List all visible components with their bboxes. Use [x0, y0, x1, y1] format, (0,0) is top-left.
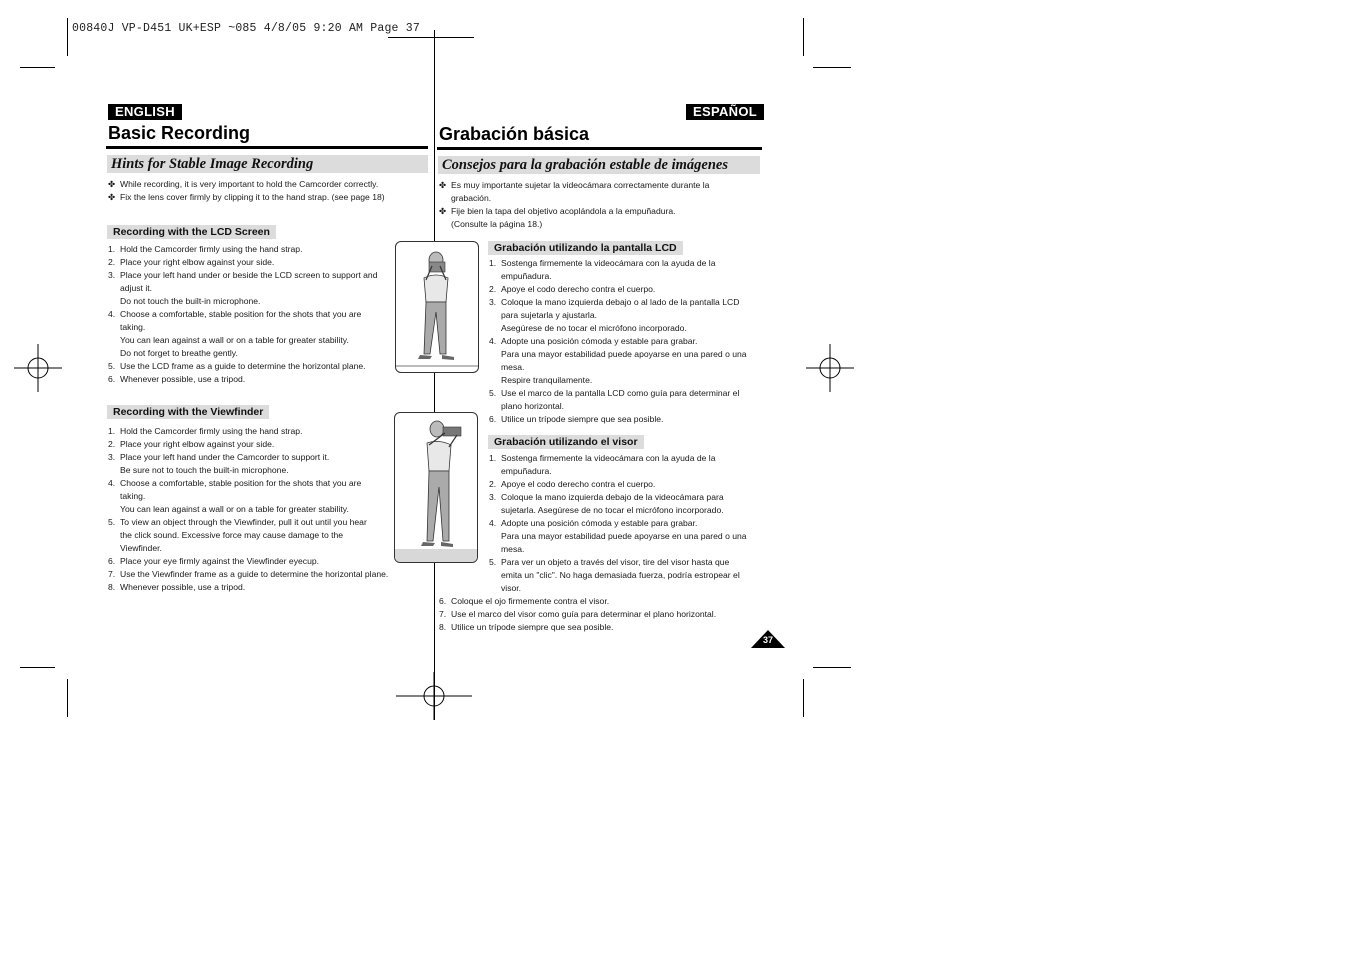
steps-list-viewfinder-english: [108, 425, 408, 594]
list-item: [108, 360, 398, 373]
list-item-text: Para una mayor estabilidad puede apoyarse en una pared o una: [501, 349, 747, 359]
step-number: 8.: [439, 622, 447, 632]
crop-mark: [67, 679, 68, 717]
registration-mark-icon: [14, 344, 62, 392]
list-item: [489, 257, 761, 283]
list-item-text: plano horizontal.: [501, 401, 565, 411]
steps-list-viewfinder-spanish-continued: [439, 595, 759, 634]
step-number: 2.: [108, 439, 116, 449]
bullet-item: [439, 205, 759, 231]
bullet-icon: ✤: [108, 192, 116, 202]
crop-mark: [388, 37, 474, 38]
list-item-text: Apoye el codo derecho contra el cuerpo.: [501, 284, 656, 294]
list-item-text: Whenever possible, use a tripod.: [120, 374, 246, 384]
list-item-text: Apoye el codo derecho contra el cuerpo.: [501, 479, 656, 489]
step-number: 6.: [439, 596, 447, 606]
crop-mark: [813, 667, 851, 668]
list-item: [439, 621, 759, 634]
list-item-text: Choose a comfortable, stable position for the shots that you are: [120, 309, 362, 319]
list-item: [489, 517, 761, 556]
list-item: [108, 308, 398, 360]
list-item-text: Place your eye firmly against the Viewfinder eyecup.: [120, 556, 320, 566]
bullet-icon: ✤: [108, 179, 116, 189]
subheading-viewfinder-english: Recording with the Viewfinder: [107, 405, 269, 419]
step-number: 7.: [108, 569, 116, 579]
step-number: 5.: [489, 557, 497, 567]
subheading-viewfinder-spanish: Grabación utilizando el visor: [488, 435, 644, 449]
bullet-item: [108, 191, 428, 204]
list-item-text: para sujetarla y ajustarla.: [501, 310, 598, 320]
crop-mark: [813, 67, 851, 68]
list-item: [489, 296, 761, 335]
language-tag-english: ENGLISH: [108, 104, 182, 120]
list-item-text: visor.: [501, 583, 522, 593]
page-title-english: Basic Recording: [108, 123, 251, 143]
step-number: 5.: [108, 517, 116, 527]
list-item-text: mesa.: [501, 544, 525, 554]
page-number-badge: [751, 630, 785, 648]
page-title-spanish: Grabación básica: [439, 124, 590, 144]
list-item-text: sujetarla. Asegúrese de no tocar el micrófono incorporado.: [501, 505, 724, 515]
step-number: 2.: [489, 479, 497, 489]
steps-list-lcd-english: [108, 243, 398, 386]
list-item-text: Sostenga firmemente la videocámara con la ayuda de la: [501, 453, 716, 463]
list-item: [108, 269, 398, 308]
list-item-text: emita un "clic". No haga demasiada fuerza, podría estropear el: [501, 570, 740, 580]
step-number: 2.: [108, 257, 116, 267]
list-item: [108, 568, 408, 581]
list-item-text: Use the Viewfinder frame as a guide to determine the horizontal plane.: [120, 569, 389, 579]
list-item: [108, 451, 408, 477]
list-item: [489, 452, 761, 478]
list-item-text: Use el marco de la pantalla LCD como guía para determinar el: [501, 388, 740, 398]
list-item-text: grabación.: [451, 193, 492, 203]
step-number: 3.: [108, 270, 116, 280]
bullet-icon: ✤: [439, 180, 447, 190]
step-number: 3.: [489, 297, 497, 307]
center-fold-line: [434, 30, 435, 720]
list-item: [108, 256, 398, 269]
section-band-english: [107, 155, 428, 173]
list-item: [108, 477, 408, 516]
list-item-text: You can lean against a wall or on a table for greater stability.: [120, 335, 349, 345]
list-item-text: Hold the Camcorder firmly using the hand strap.: [120, 426, 303, 436]
intro-list-english: [108, 178, 428, 204]
bullet-item: [439, 179, 759, 205]
crop-mark: [20, 67, 55, 68]
list-item-text: Es muy importante sujetar la videocámara correctamente durante la: [451, 180, 710, 190]
step-number: 5.: [108, 361, 116, 371]
list-item-text: Place your left hand under or beside the LCD screen to support and: [120, 270, 378, 280]
step-number: 5.: [489, 388, 497, 398]
list-item-text: Coloque la mano izquierda debajo de la videocámara para: [501, 492, 724, 502]
list-item-text: Choose a comfortable, stable position for the shots that you are: [120, 478, 362, 488]
list-item-text: Place your right elbow against your side.: [120, 257, 275, 267]
step-number: 6.: [489, 414, 497, 424]
section-heading: Hints for Stable Image Recording: [111, 156, 314, 172]
title-rule: [106, 146, 428, 149]
list-item-text: taking.: [120, 491, 146, 501]
print-slug: 00840J VP-D451 UK+ESP ~085 4/8/05 9:20 AM Page 37: [72, 22, 420, 35]
list-item: [108, 516, 408, 555]
list-item-text: Adopte una posición cómoda y estable para grabar.: [501, 336, 698, 346]
list-item-text: Hold the Camcorder firmly using the hand strap.: [120, 244, 303, 254]
list-item-text: Coloque la mano izquierda debajo o al lado de la pantalla LCD: [501, 297, 740, 307]
list-item: [489, 387, 761, 413]
bullet-text: Fix the lens cover firmly by clipping it to the hand strap. (see page 18): [120, 192, 385, 202]
crop-mark: [803, 18, 804, 56]
crop-mark: [67, 18, 68, 56]
crop-mark: [20, 667, 55, 668]
list-item-text: Place your right elbow against your side.: [120, 439, 275, 449]
list-item: [489, 413, 761, 426]
list-item-text: Viewfinder.: [120, 543, 162, 553]
step-number: 4.: [489, 518, 497, 528]
step-number: 8.: [108, 582, 116, 592]
step-number: 3.: [108, 452, 116, 462]
section-heading: Consejos para la grabación estable de imágenes: [442, 157, 728, 173]
list-item-text: Whenever possible, use a tripod.: [120, 582, 246, 592]
bullet-text: While recording, it is very important to hold the Camcorder correctly.: [120, 179, 379, 189]
step-number: 7.: [439, 609, 447, 619]
list-item: [108, 438, 408, 451]
figure-viewfinder-pose: [394, 412, 478, 563]
step-number: 3.: [489, 492, 497, 502]
list-item-text: taking.: [120, 322, 146, 332]
person-using-viewfinder-icon: [395, 413, 477, 562]
list-item-text: Sostenga firmemente la videocámara con la ayuda de la: [501, 258, 716, 268]
list-item-text: Asegúrese de no tocar el micrófono incorporado.: [501, 323, 687, 333]
list-item-text: Para ver un objeto a través del visor, tire del visor hasta que: [501, 557, 730, 567]
list-item-text: Fije bien la tapa del objetivo acoplándola a la empuñadura.: [451, 206, 676, 216]
list-item-text: Utilice un trípode siempre que sea posible.: [501, 414, 664, 424]
person-holding-camcorder-lcd-icon: [396, 242, 478, 372]
list-item: [108, 581, 408, 594]
step-number: 4.: [108, 478, 116, 488]
list-item: [108, 555, 408, 568]
step-number: 1.: [108, 426, 116, 436]
page-number: 37: [762, 635, 773, 645]
list-item: [489, 491, 761, 517]
registration-mark-icon: [396, 672, 472, 720]
list-item-text: adjust it.: [120, 283, 153, 293]
list-item-text: Utilice un trípode siempre que sea posible.: [451, 622, 614, 632]
list-item-text: Use the LCD frame as a guide to determine the horizontal plane.: [120, 361, 366, 371]
list-item: [489, 556, 761, 595]
subheading-lcd-english: Recording with the LCD Screen: [107, 225, 276, 239]
step-number: 1.: [489, 453, 497, 463]
step-number: 1.: [489, 258, 497, 268]
list-item-text: Coloque el ojo firmemente contra el visor.: [451, 596, 610, 606]
step-number: 4.: [108, 309, 116, 319]
list-item-text: Para una mayor estabilidad puede apoyarse en una pared o una: [501, 531, 747, 541]
list-item-text: To view an object through the Viewfinder, pull it out until you hear: [120, 517, 367, 527]
bullet-icon: ✤: [439, 206, 447, 216]
steps-list-viewfinder-spanish: [489, 452, 761, 595]
language-tag-spanish: ESPAÑOL: [686, 104, 764, 120]
list-item-text: Adopte una posición cómoda y estable para grabar.: [501, 518, 698, 528]
list-item: [489, 335, 761, 387]
list-item: [108, 425, 408, 438]
step-number: 2.: [489, 284, 497, 294]
step-number: 1.: [108, 244, 116, 254]
intro-list-spanish: [439, 179, 759, 231]
list-item: [489, 283, 761, 296]
list-item-text: Respire tranquilamente.: [501, 375, 593, 385]
list-item-text: Place your left hand under the Camcorder to support it.: [120, 452, 330, 462]
crop-mark: [803, 679, 804, 717]
list-item-text: Use el marco del visor como guía para determinar el plano horizontal.: [451, 609, 717, 619]
step-number: 6.: [108, 374, 116, 384]
list-item-text: Do not forget to breathe gently.: [120, 348, 238, 358]
section-band-spanish: [438, 156, 760, 174]
subheading-lcd-spanish: Grabación utilizando la pantalla LCD: [488, 241, 683, 255]
list-item: [439, 595, 759, 608]
list-item: [489, 478, 761, 491]
list-item: [439, 608, 759, 621]
list-item-text: Be sure not to touch the built-in microphone.: [120, 465, 289, 475]
list-item-text: the click sound. Excessive force may cause damage to the: [120, 530, 344, 540]
bullet-item: [108, 178, 428, 191]
steps-list-lcd-spanish: [489, 257, 761, 426]
list-item-text: empuñadura.: [501, 466, 552, 476]
figure-lcd-pose: [395, 241, 479, 373]
list-item-text: Do not touch the built-in microphone.: [120, 296, 261, 306]
title-rule: [437, 147, 762, 150]
step-number: 6.: [108, 556, 116, 566]
registration-mark-icon: [806, 344, 854, 392]
list-item-text: You can lean against a wall or on a table for greater stability.: [120, 504, 349, 514]
list-item: [108, 373, 398, 386]
list-item-text: (Consulte la página 18.): [451, 219, 543, 229]
list-item-text: empuñadura.: [501, 271, 552, 281]
list-item: [108, 243, 398, 256]
list-item-text: mesa.: [501, 362, 525, 372]
step-number: 4.: [489, 336, 497, 346]
